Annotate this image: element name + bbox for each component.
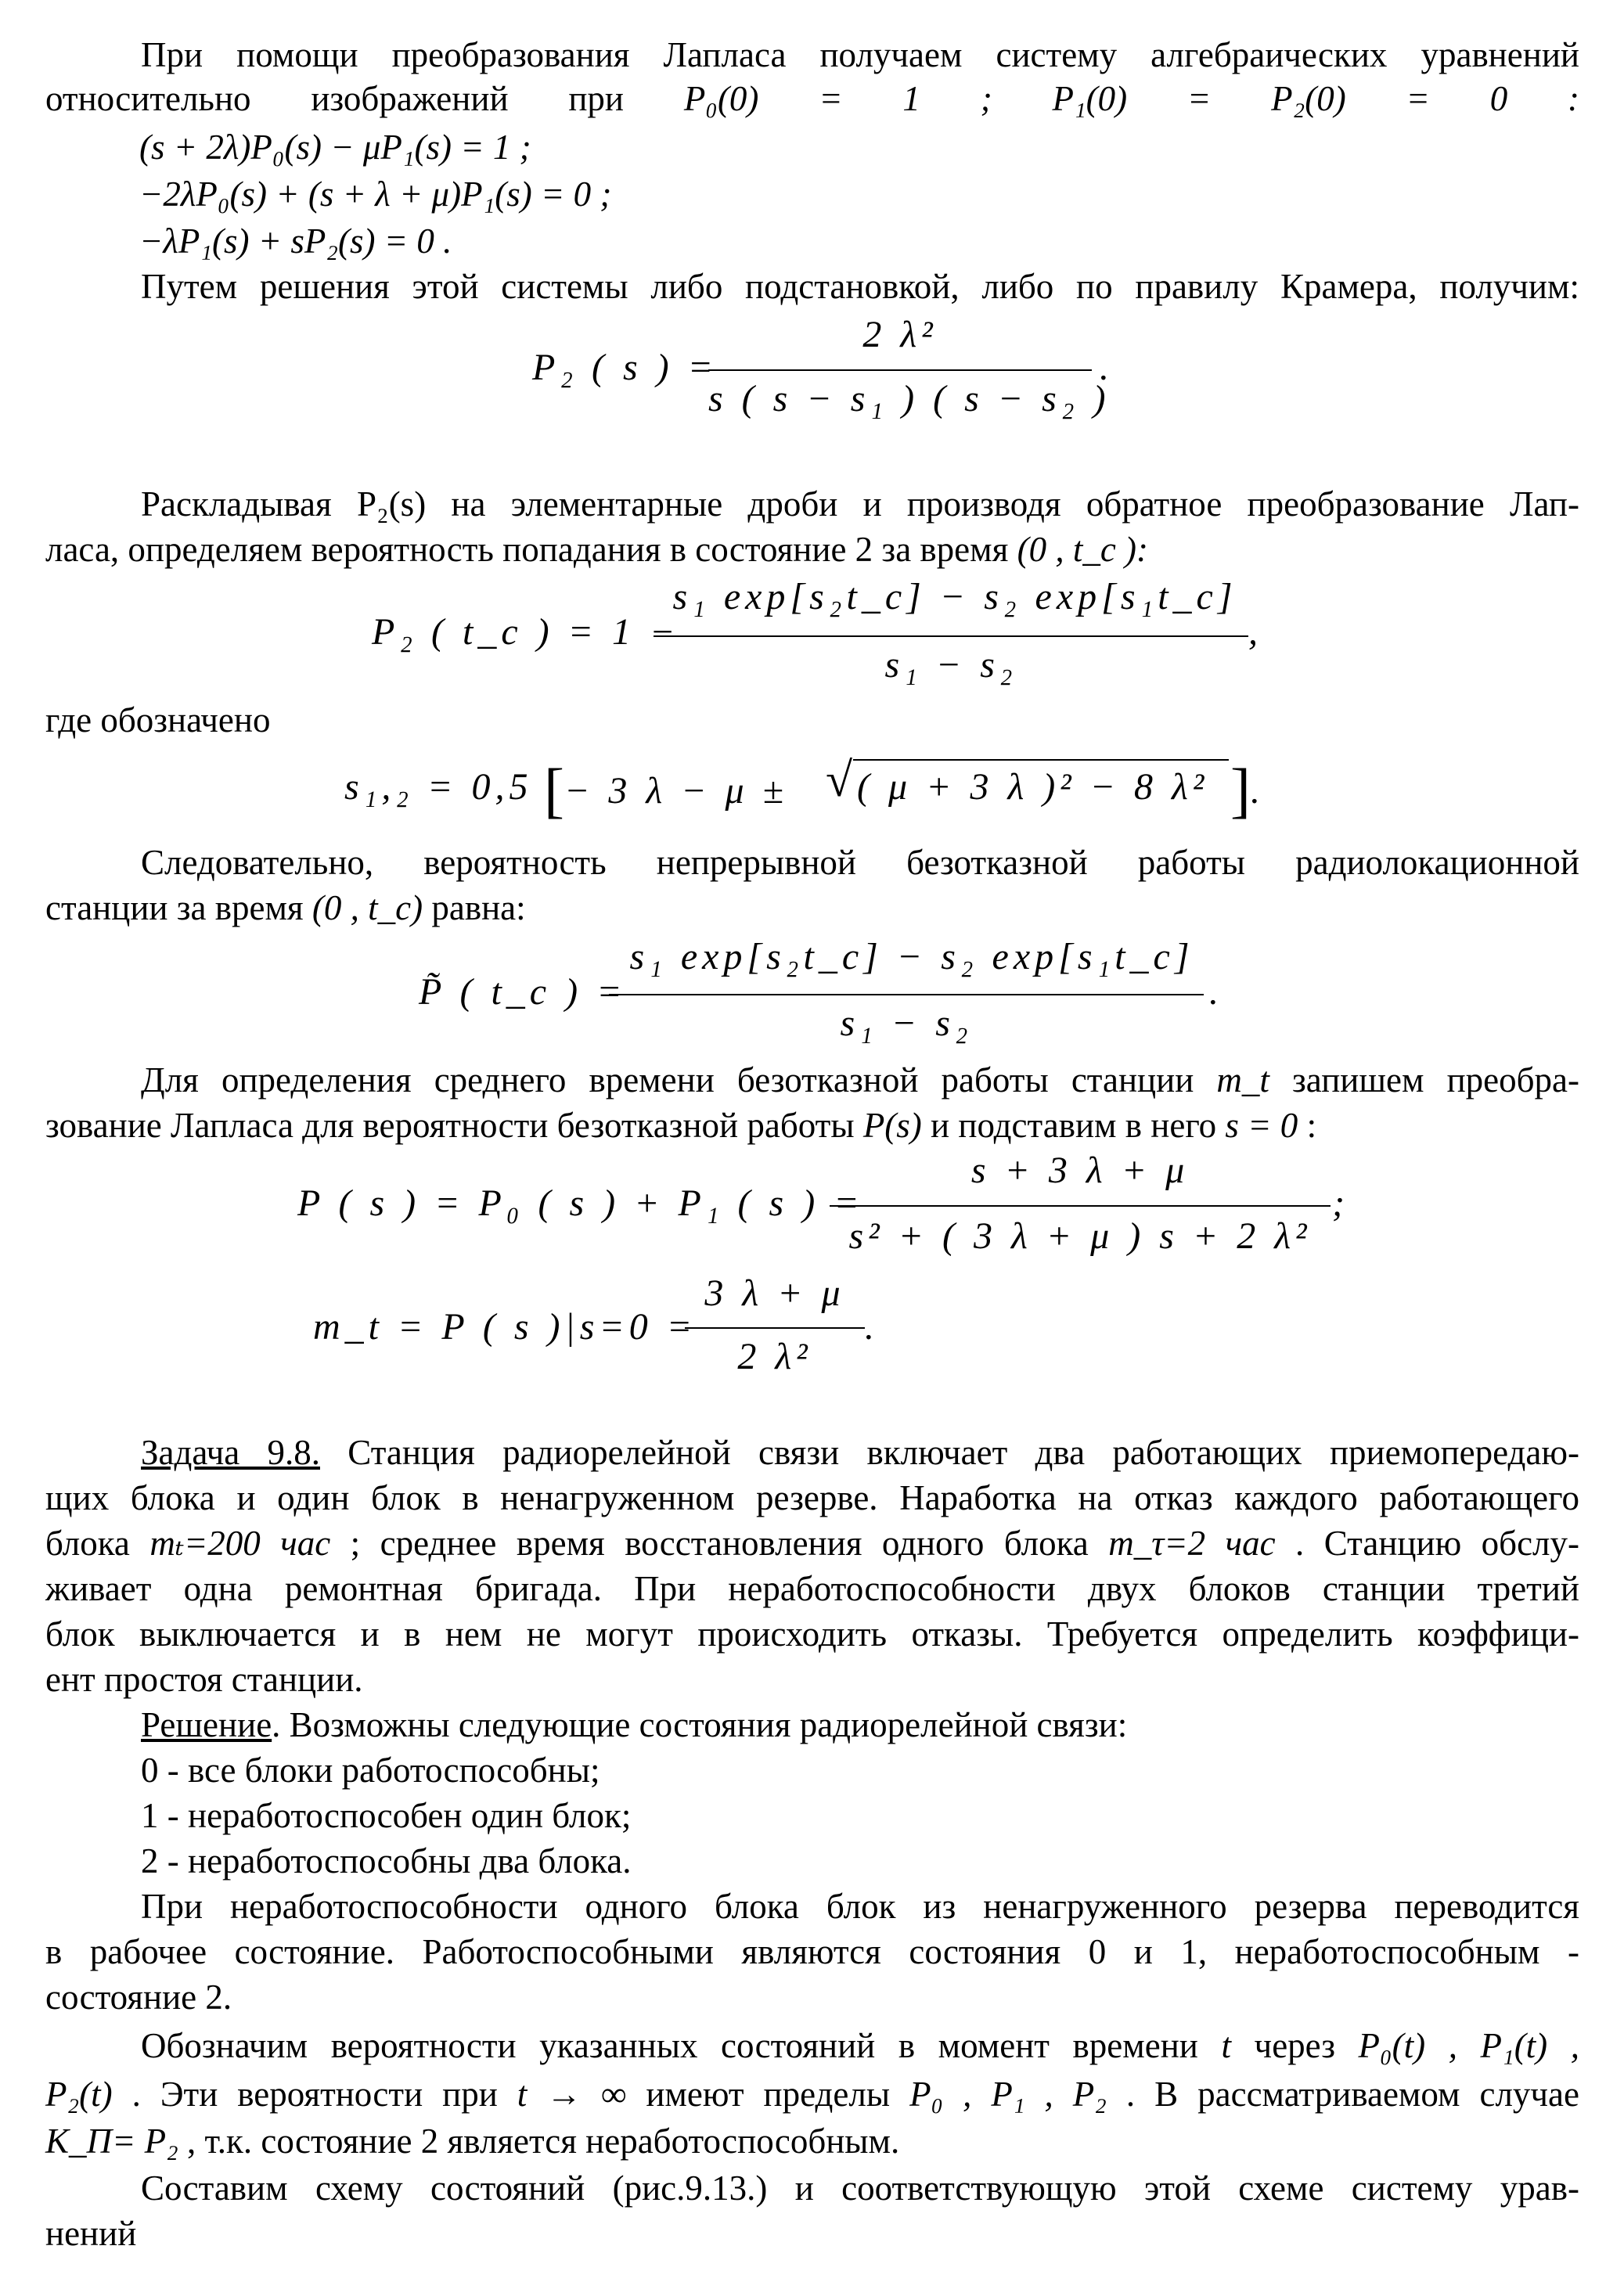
decompose-line-1: Раскладывая P₂(s) на элементарные дроби и производя обратное преобразование Лап- xyxy=(141,484,1579,524)
formula-tail: . xyxy=(1100,347,1114,388)
task-label: Задача 9.8. xyxy=(141,1433,320,1472)
task-line-2: щих блока и один блок в ненагруженном резерве. Наработка на отказ каждого работающего xyxy=(45,1478,1579,1517)
formula-numerator: s₁ exp[s₂t_c] − s₂ exp[s₁t_c] xyxy=(629,936,1194,977)
prob-line-1: Следовательно, вероятность непрерывной безотказной работы радиолокационной xyxy=(141,843,1579,882)
formula-denominator: s₁ − s₂ xyxy=(884,644,1017,686)
formula-tail: ; xyxy=(1332,1182,1349,1224)
formula-bracket-close: ]. xyxy=(1230,756,1265,824)
p1-line-2: в рабочее состояние. Работоспособными являются состояния 0 и 1, неработоспособным - xyxy=(45,1932,1579,1971)
formula-tail: , xyxy=(1248,611,1262,653)
system-eq-3: −λP₁(s) + sP₂(s) = 0 . xyxy=(139,221,452,261)
task-line-3: блока mₜ=200 час ; среднее время восстановления одного блока m_τ=2 час . Станцию обслу- xyxy=(45,1524,1579,1563)
formula-denominator: s² + ( 3 λ + μ ) s + 2 λ² xyxy=(848,1215,1312,1257)
solve-line: Путем решения этой системы либо подстановкой, либо по правилу Крамера, получим: xyxy=(141,267,1579,306)
formula-lhs: P ( s ) = P₀ ( s ) + P₁ ( s ) = xyxy=(297,1182,864,1224)
system-eq-2: −2λP₀(s) + (s + λ + μ)P₁(s) = 0 ; xyxy=(139,175,612,214)
where-line: где обозначено xyxy=(45,700,271,740)
intro-line-2: относительно изображений при P₀(0) = 1 ; P₁(0) = P₂(0) = 0 : xyxy=(45,79,1579,118)
mean-line-1: Для определения среднего времени безотказной работы станции m_t запишем преобра- xyxy=(141,1060,1579,1100)
state-item-1: 1 - неработоспособен один блок; xyxy=(141,1796,632,1835)
task-line-1: Задача 9.8. Станция радиорелейной связи включает два работающих приемопередаю- xyxy=(141,1433,1579,1472)
p2-line-1: Обозначим вероятности указанных состояний в момент времени t через P₀(t) , P₁(t) , xyxy=(141,2026,1579,2065)
intro-line-1: При помощи преобразования Лапласа получаем систему алгебраических уравнений xyxy=(141,35,1579,74)
formula-lhs: m_t = P ( s )|s=0 = xyxy=(313,1306,697,1348)
p1-line-1: При неработоспособности одного блока блок из ненагруженного резерва переводится xyxy=(141,1887,1579,1926)
prob-line-2: станции за время (0 , t_c) равна: xyxy=(45,888,526,927)
task-line-5: блок выключается и в нем не могут происходить отказы. Требуется определить коэффици- xyxy=(45,1614,1579,1654)
solution-label: Решение xyxy=(141,1705,272,1744)
formula-denominator: 2 λ² xyxy=(737,1336,812,1377)
formula-lhs: s₁,₂ = 0,5 xyxy=(344,766,533,808)
fraction-bar xyxy=(708,369,1092,371)
solution-line-1: Решение. Возможны следующие состояния радиорелейной связи: xyxy=(141,1705,1128,1744)
formula-radicand: ( μ + 3 λ )² − 8 λ² xyxy=(857,766,1209,808)
fraction-bar xyxy=(654,635,1248,637)
state-item-2: 2 - неработоспособны два блока. xyxy=(141,1841,632,1881)
formula-numerator: s + 3 λ + μ xyxy=(970,1150,1190,1191)
p1-line-3: состояние 2. xyxy=(45,1978,232,2017)
formula-denominator: s ( s − s₁ ) ( s − s₂ ) xyxy=(708,378,1111,419)
formula-body: [− 3 λ − μ ± xyxy=(544,756,788,824)
state-item-0: 0 - все блоки работоспособны; xyxy=(141,1751,600,1790)
fraction-bar xyxy=(685,1327,865,1329)
formula-numerator: 2 λ² xyxy=(862,314,938,355)
formula-numerator: 3 λ + μ xyxy=(704,1272,845,1314)
mean-line-2: зование Лапласа для вероятности безотказной работы P(s) и подставим в него s = 0 : xyxy=(45,1106,1317,1145)
p3-line-2: нений xyxy=(45,2214,137,2253)
formula-lhs: P₂ ( s ) = xyxy=(532,347,718,388)
formula-tail: . xyxy=(1209,971,1223,1013)
task-line-4: живает одна ремонтная бригада. При неработоспособности двух блоков станции третий xyxy=(45,1569,1579,1608)
p3-line-1: Составим схему состояний (рис.9.13.) и соответствующую этой схеме систему урав- xyxy=(141,2168,1579,2208)
radical-bar xyxy=(853,759,1229,761)
p2-line-2: P₂(t) . Эти вероятности при t → ∞ имеют пределы P₀ , P₁ , P₂ . В рассматриваемом случае xyxy=(45,2075,1580,2114)
fraction-bar xyxy=(830,1205,1331,1207)
decompose-line-2: ласа, определяем вероятность попадания в состояние 2 за время (0 , t_c ): xyxy=(45,530,1149,569)
formula-tail: . xyxy=(865,1306,879,1348)
p2-line-3: K_П= P₂ , т.к. состояние 2 является неработоспособным. xyxy=(45,2122,900,2161)
fraction-bar xyxy=(609,994,1204,995)
system-eq-1: (s + 2λ)P₀(s) − μP₁(s) = 1 ; xyxy=(139,128,531,167)
formula-lhs: P₂ ( t_c ) = 1 − xyxy=(372,611,680,653)
formula-denominator: s₁ − s₂ xyxy=(840,1002,973,1044)
sqrt-icon: √ xyxy=(826,754,858,807)
task-line-6: ент простоя станции. xyxy=(45,1660,363,1699)
formula-numerator: s₁ exp[s₂t_c] − s₂ exp[s₁t_c] xyxy=(672,576,1237,617)
formula-lhs: P̃ ( t_c ) = xyxy=(419,971,627,1013)
